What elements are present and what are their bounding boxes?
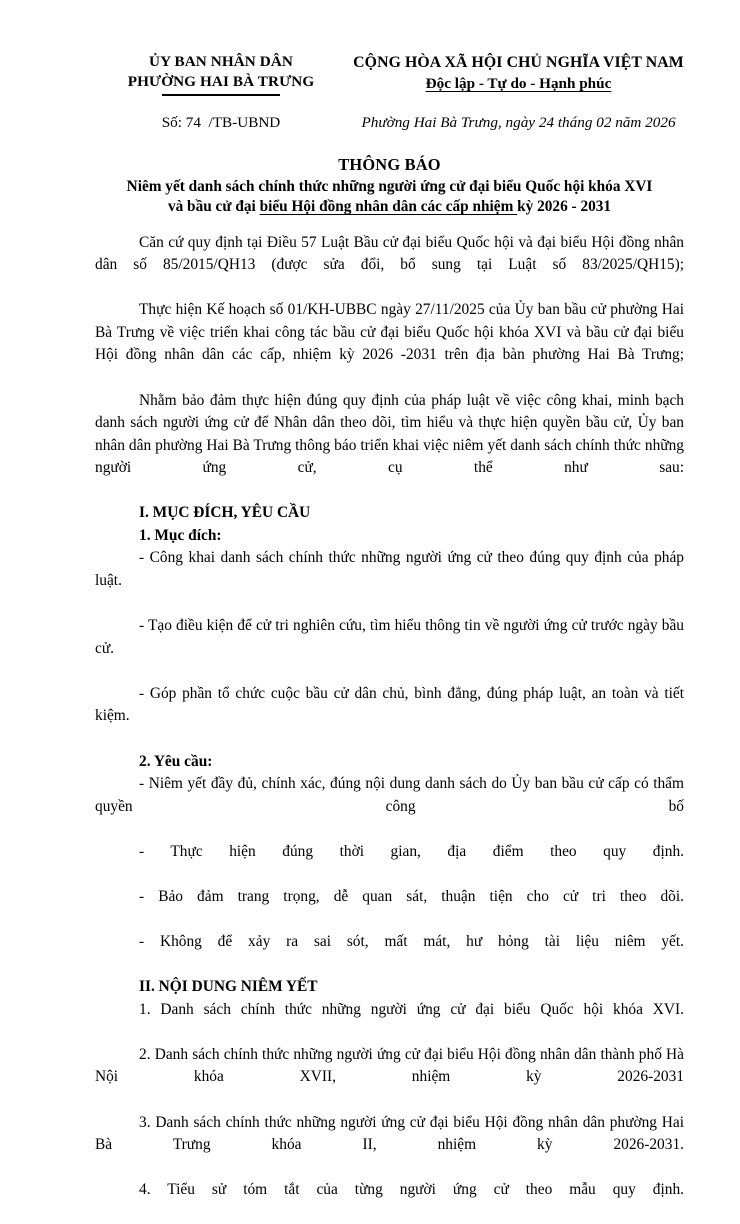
bullet-item: - Góp phần tổ chức cuộc bầu cử dân chủ, bình đẳng, đúng pháp luật, an toàn và tiết kiệm. — [95, 684, 684, 725]
national-motto: Độc lập - Tự do - Hạnh phúc — [425, 75, 612, 92]
subsection-heading-1-2: 2. Yêu cầu: — [139, 752, 213, 770]
issuing-authority-block — [95, 52, 347, 96]
subheader-row — [95, 113, 684, 133]
issuing-authority-line1: ỦY BAN NHÂN DÂN — [149, 53, 293, 70]
letterhead — [95, 52, 684, 96]
bullet-item: - Không để xảy ra sai sót, mất mát, hư hỏng tài liệu niêm yết. — [139, 933, 684, 950]
national-heading-block — [347, 52, 684, 94]
authority-underline-rule — [162, 94, 280, 96]
subtitle-line2-underlined: biểu Hội đồng nhân dân các cấp nhiệm — [259, 198, 518, 216]
body-paragraph-2: Thực hiện Kế hoạch số 01/KH-UBBC ngày 27/11/2025 của Ủy ban bầu cử phường Hai Bà Trưng về việc triển khai công tác bầu cử đại biểu Quốc hội khóa XVI và bầu cử đại biểu Hội đồng nhân dân các cấp, nhiệm kỳ 2026 -2031 trên địa bàn phường Hai Bà Trưng; — [95, 301, 684, 364]
issuing-authority-line2: PHƯỜNG HAI BÀ TRƯNG — [127, 73, 315, 91]
dateline-block — [347, 113, 684, 133]
bullet-item: - Thực hiện đúng thời gian, địa điểm theo quy định. — [139, 842, 684, 860]
subsection-heading-1-1: 1. Mục đích: — [139, 526, 222, 544]
place-and-date: Phường Hai Bà Trưng, ngày 24 tháng 02 năm 2026 — [361, 113, 676, 131]
numbered-list-item: 2. Danh sách chính thức những người ứng cử đại biểu Hội đồng nhân dân thành phố Hà Nội khóa XVII, nhiệm kỳ 2026-2031 — [95, 1045, 684, 1086]
document-body — [95, 232, 684, 1224]
subtitle-line2-suffix: kỳ 2026 - 2031 — [517, 198, 612, 216]
document-subtitle-line2 — [95, 197, 684, 217]
document-number-block — [95, 113, 347, 133]
document-number: Số: 74 /TB-UBND — [161, 113, 281, 131]
section-heading-2: II. NỘI DUNG NIÊM YẾT — [139, 978, 318, 996]
body-paragraph-1: Căn cứ quy định tại Điều 57 Luật Bầu cử đại biểu Quốc hội và đại biểu Hội đồng nhân dân số 85/2015/QH13 (được sửa đổi, bổ sung tại Luật số 83/2025/QH15); — [95, 233, 684, 274]
numbered-list-item: 4. Tiểu sử tóm tắt của từng người ứng cử theo mẫu quy định. — [139, 1181, 684, 1199]
subtitle-line2-prefix: và bầu cử đại — [167, 198, 260, 216]
national-title: CỘNG HÒA XÃ HỘI CHỦ NGHĨA VIỆT NAM — [353, 54, 684, 71]
numbered-list-item: 1. Danh sách chính thức những người ứng cử đại biểu Quốc hội khóa XVI. — [139, 1000, 684, 1018]
document-subtitle — [95, 177, 684, 217]
bullet-item: - Bảo đảm trang trọng, dễ quan sát, thuận tiện cho cử tri theo dõi. — [139, 887, 684, 905]
document-title: THÔNG BÁO — [338, 154, 441, 174]
bullet-item: - Niêm yết đầy đủ, chính xác, đúng nội dung danh sách do Ủy ban bầu cử cấp có thẩm quyền công bố — [95, 775, 684, 815]
bullet-item: - Tạo điều kiện để cử tri nghiên cứu, tìm hiểu thông tin về người ứng cử trước ngày bầu cử. — [95, 617, 684, 657]
section-heading-1: I. MỤC ĐÍCH, YÊU CẦU — [139, 504, 311, 522]
document-subtitle-line1: Niêm yết danh sách chính thức những người ứng cử đại biểu Quốc hội khóa XVI — [126, 178, 653, 196]
body-paragraph-3: Nhằm bảo đảm thực hiện đúng quy định của pháp luật về việc công khai, minh bạch danh sách người ứng cử để Nhân dân theo dõi, tìm hiểu và thực hiện quyền bầu cử, Ủy ban nhân dân phường Hai Bà Trưng thông báo triển khai việc niêm yết danh sách chính thức những người ứng cử, cụ thể như sau: — [95, 391, 684, 477]
numbered-list-item: 3. Danh sách chính thức những người ứng cử đại biểu Hội đồng nhân dân phường Hai Bà Trưng khóa II, nhiệm kỳ 2026-2031. — [95, 1113, 684, 1154]
bullet-item: - Công khai danh sách chính thức những người ứng cử theo đúng quy định của pháp luật. — [95, 549, 684, 589]
